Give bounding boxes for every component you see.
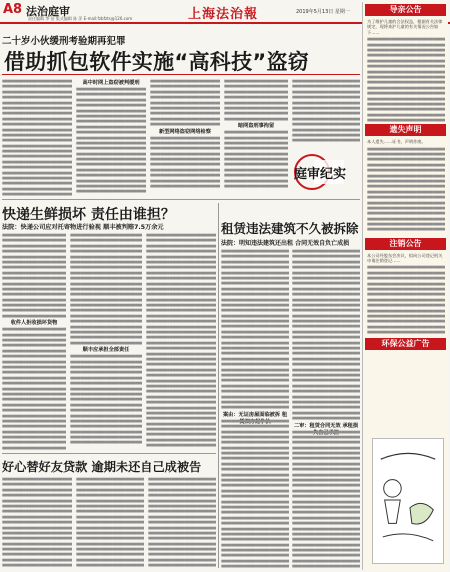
ad-sketch-face (384, 480, 402, 498)
editor-meta: 责任编辑 李 蓓 版式编辑 陈 萍 E-mail:fzbfzts@126.com (28, 16, 133, 21)
story3-col-1 (221, 248, 289, 568)
story1-col-2 (76, 78, 146, 198)
story-divider-1 (2, 199, 360, 200)
story2-subhead-1: 收件人拒收损坏货物 (10, 320, 58, 327)
seal-label: 庭审纪实 (293, 167, 347, 182)
headline-rule (2, 74, 360, 75)
newspaper-logo: 上海法治報 (188, 7, 259, 22)
sidebar-box-2-title: 遗失声明 (365, 124, 446, 136)
issue-date: 2019年5月13日 星期一 (296, 9, 350, 15)
court-record-seal (290, 150, 350, 196)
sidebar-box-3-title: 注销公告 (365, 238, 446, 250)
story3-subhead-2: 二审：租赁合同无效 承租损失自己承担 (293, 422, 359, 436)
vertical-divider (218, 203, 219, 568)
story2-col-3 (146, 232, 216, 450)
sidebar-box-3-body (367, 264, 445, 336)
story3-headline: 租赁违法建筑不久被拆除 (221, 221, 359, 236)
story-divider-2 (2, 453, 216, 454)
story2-subhead-2: 顺丰应承担全部责任 (82, 347, 130, 354)
story1-subhead-3: 暗网盗刑事拘留 (237, 123, 275, 130)
story2-headline: 快递生鲜损坏 责任由谁担？ (2, 207, 175, 223)
story1-kicker: 二十岁小伙缓刑考验期再犯罪 (2, 36, 126, 47)
story4-col-1 (2, 476, 72, 570)
story2-col-1 (2, 232, 66, 450)
ad-sketch-line (381, 453, 435, 459)
section-title: 法治庭审 (26, 5, 70, 18)
story4-headline: 好心替好友贷款 逾期未还自己成被告 (2, 460, 202, 474)
story4-col-2 (76, 476, 144, 570)
sidebar-box-1-text: 为了维护儿童的合法权益，根据有关法律规定，现将来沪儿童的有关情况公告如下…… (367, 19, 443, 35)
ad-sketch-ground (383, 534, 434, 541)
story1-col-1 (2, 78, 72, 198)
story1-headline: 借助抓包软件实施“高科技”盗窃 (4, 50, 310, 74)
sidebar-box-2-text: 本人遗失……证书，声明作废。 (367, 139, 426, 145)
story1-col-3 (150, 78, 220, 198)
story3-col-2 (292, 248, 360, 568)
story2-col-2 (70, 232, 142, 450)
ad-sketch-leaf (410, 503, 433, 524)
story3-subhead-1: 案由：无证房屋面临被拆 租赁双方起争执 (222, 411, 288, 425)
ad-sketch-body (385, 500, 401, 523)
sidebar-box-1-title: 导亲公告 (365, 4, 446, 16)
sidebar-box-2-body (367, 146, 445, 236)
story1-subhead-2: 新型网络盗窃网络检察 (159, 128, 211, 135)
story4-col-3 (148, 476, 216, 570)
story2-subhead: 法院：快递公司应对托寄物进行验视 顺丰被判赔7.5万余元 (2, 224, 164, 231)
environment-ad-illustration (372, 438, 444, 564)
story1-subhead-1: 高中时网上盗窃被判缓刑 (82, 80, 140, 86)
page-number: A8 (3, 2, 23, 17)
story1-col-5 (292, 78, 360, 146)
story3-subhead: 法院：明知违法建筑还出租 合同无效自负亡成损 (221, 240, 350, 247)
sidebar-box-1-body (367, 36, 445, 122)
story1-col-4 (224, 78, 288, 198)
sidebar-box-4-title: 环保公益广告 (365, 338, 446, 350)
sidebar-box-3-text: 本公司经股东会决议，拟向公司登记机关申请注销登记…… (367, 252, 443, 264)
